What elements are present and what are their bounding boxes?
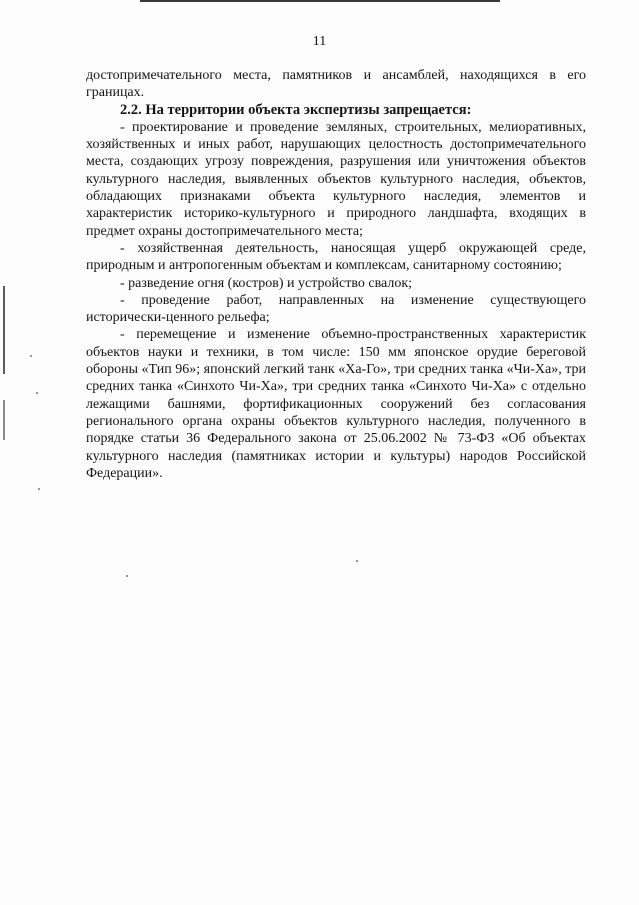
scan-speck [36, 392, 38, 394]
prohibition-item-earthworks: - проектирование и проведение земляных, строительных, мелиоративных, хозяйственных и иных работ, нарушающих целостность достопримечательного места, создающих угрозу повреждения, разрушения или уничтожения объектов культурного наследия, выявленных объектов культурного наследия, объектов, обладающих признаками объекта культурного наследия, элементов и характеристик историко-культурного и природного ландшафта, входящих в предмет охраны достопримечательного места; [86, 119, 586, 239]
scan-binding-mark [3, 286, 5, 374]
document-body [86, 67, 586, 482]
page-number: 11 [312, 34, 327, 49]
prohibition-item-fires-dumps: - разведение огня (костров) и устройство свалок; [120, 275, 413, 291]
scan-speck [356, 560, 358, 562]
prohibition-item-economic-activity: - хозяйственная деятельность, наносящая ущерб окружающей среде, природным и антропогенным объектам и комплексам, санитарному состоянию; [86, 240, 586, 274]
prohibition-item-relief-changes: - проведение работ, направленных на изменение существующего исторически-ценного рельефа; [86, 292, 586, 326]
prohibition-item-moving-objects: - перемещение и изменение объемно-пространственных характеристик объектов науки и техники, в том числе: 150 мм японское орудие береговой обороны «Тип 96»; японский легкий танк «Ха-Го», три средних танка «Чи-Ха», три средних танка «Синхото Чи-Ха», три средних танка «Синхото Чи-Ха» с отдельно лежащими башнями, фортификационных сооружений без согласования регионального органа охраны объектов культурного наследия, полученного в порядке статьи 36 Федерального закона от 25.06.2002 № 73-ФЗ «Об объектах культурного наследия (памятниках истории и культуры) народов Российской Федерации». [86, 327, 586, 481]
scan-speck [126, 575, 128, 577]
scan-speck [38, 488, 40, 490]
scan-speck [30, 355, 32, 357]
scan-binding-mark-lower [3, 400, 5, 440]
top-edge-rule [140, 0, 500, 2]
section-heading: 2.2. На территории объекта экспертизы запрещается: [120, 101, 472, 118]
continuation-paragraph: достопримечательного места, памятников и ансамблей, находящихся в его границах. [86, 68, 586, 101]
